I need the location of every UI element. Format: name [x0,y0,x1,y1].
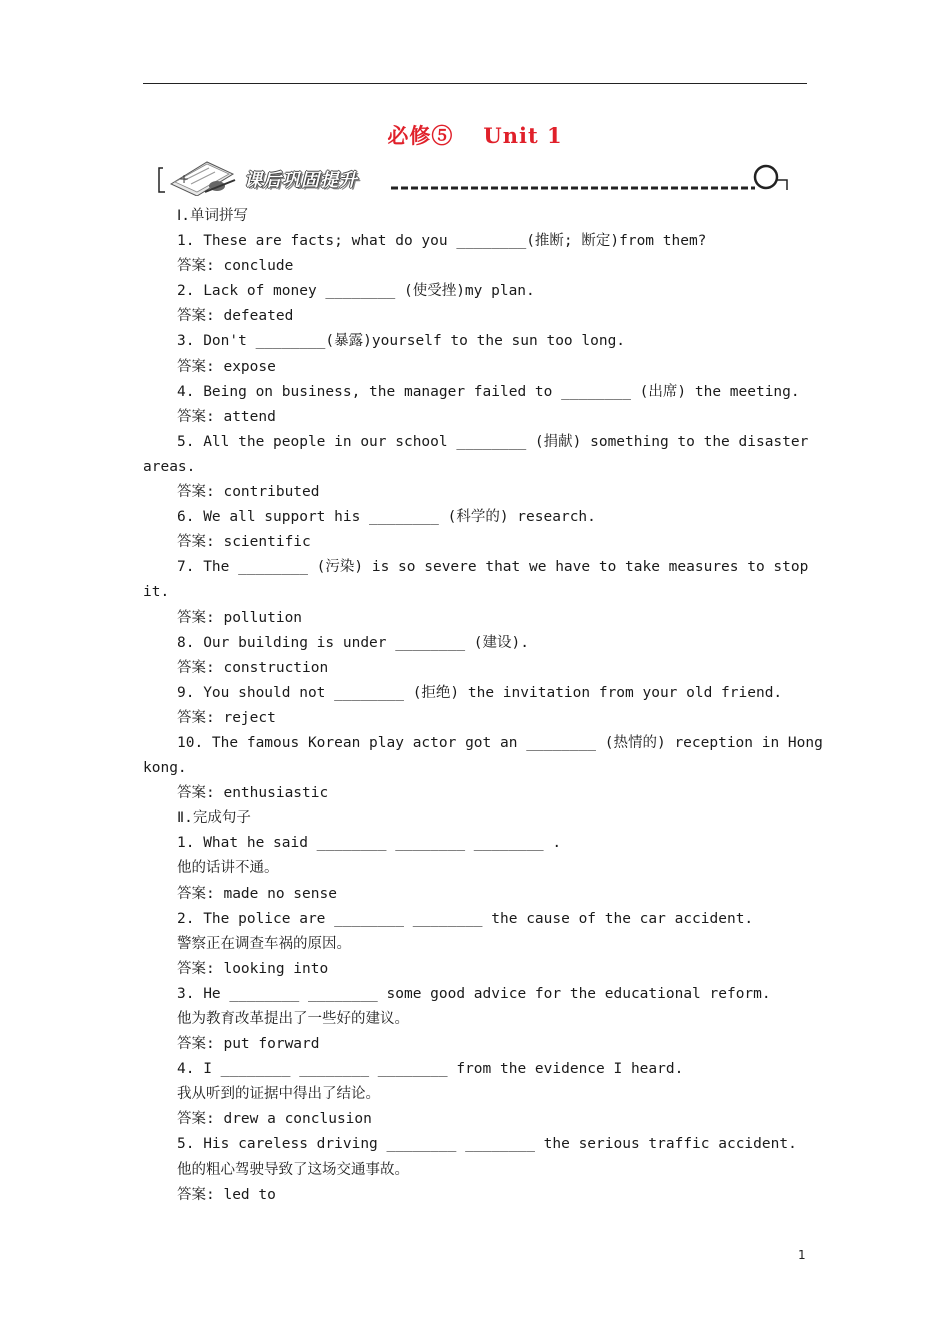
header-rule [143,83,807,84]
page-number: 1 [798,1248,806,1262]
answer-line: 答案: led to [177,1186,276,1203]
answer-line: 答案: made no sense [177,885,337,902]
answer-line: 答案: enthusiastic [177,785,329,802]
exercise-line: it. [143,584,170,601]
exercise-line: Ⅰ.单词拼写 [177,208,249,224]
exercise-line: 1. These are facts; what do you ________(推断; 断定)from them? [177,233,707,250]
notebook-pen-icon [171,162,235,196]
exercise-line: 8. Our building is under ________ (建设). [177,634,530,651]
page-title [0,120,950,150]
answer-line: 答案: looking into [177,960,329,977]
exercise-line: 9. You should not ________ (拒绝) the invitation from your old friend. [177,684,783,701]
exercise-line: 3. Don't ________(暴露)yourself to the sun too long. [177,333,626,350]
answer-line: 答案: pollution [177,609,303,626]
exercise-line: 5. All the people in our school ________ (捐献) something to the disaster [177,433,809,450]
exercise-line: 7. The ________ (污染) is so severe that we have to take measures to stop [177,559,809,576]
exercise-line: 4. Being on business, the manager failed to ________ (出席) the meeting. [177,383,800,400]
exercise-line: areas. [143,458,196,475]
answer-line: 答案: conclude [177,258,294,275]
svg-text:+: + [179,172,190,186]
banner-title: 课后巩固提升 [244,170,358,191]
answer-line: 答案: drew a conclusion [177,1111,372,1128]
exercise-line: 1. What he said ________ ________ ________ . [177,835,562,852]
exercise-line: kong. [143,760,187,777]
exercise-line: 他为教育改革提出了一些好的建议。 [177,1011,409,1027]
exercise-line: 我从听到的证据中得出了结论。 [177,1086,380,1103]
exercise-line: 他的粗心驾驶导致了这场交通事故。 [177,1161,409,1178]
answer-line: 答案: attend [177,408,276,425]
answer-line: 答案: scientific [177,534,311,551]
answer-line: 答案: contributed [177,484,320,501]
exercise-line: Ⅱ.完成句子 [177,810,251,827]
exercise-line: 4. I ________ ________ ________ from the evidence I heard. [177,1061,684,1078]
exercise-line: 5. His careless driving ________ ________ the serious traffic accident. [177,1136,797,1153]
title-module: 必修⑤ [387,123,454,148]
exercise-line: 6. We all support his ________ (科学的) research. [177,509,596,526]
exercise-line: 10. The famous Korean play actor got an ________ (热情的) reception in Hong [177,734,823,751]
answer-line: 答案: put forward [177,1036,320,1053]
exercise-line: 2. The police are ________ ________ the cause of the car accident. [177,910,754,927]
title-unit: Unit 1 [483,123,563,148]
exercise-line: 2. Lack of money ________ (使受挫)my plan. [177,283,535,300]
answer-line: 答案: expose [177,358,276,375]
answer-line: 答案: construction [177,659,329,676]
answer-line: 答案: defeated [177,308,294,325]
exercise-line: 3. He ________ ________ some good advice for the educational reform. [177,985,771,1002]
exercise-line: 警察正在调查车祸的原因。 [177,935,351,952]
exercise-content [143,204,823,1208]
exercise-line: 他的话讲不通。 [177,860,279,877]
answer-line: 答案: reject [177,709,276,726]
